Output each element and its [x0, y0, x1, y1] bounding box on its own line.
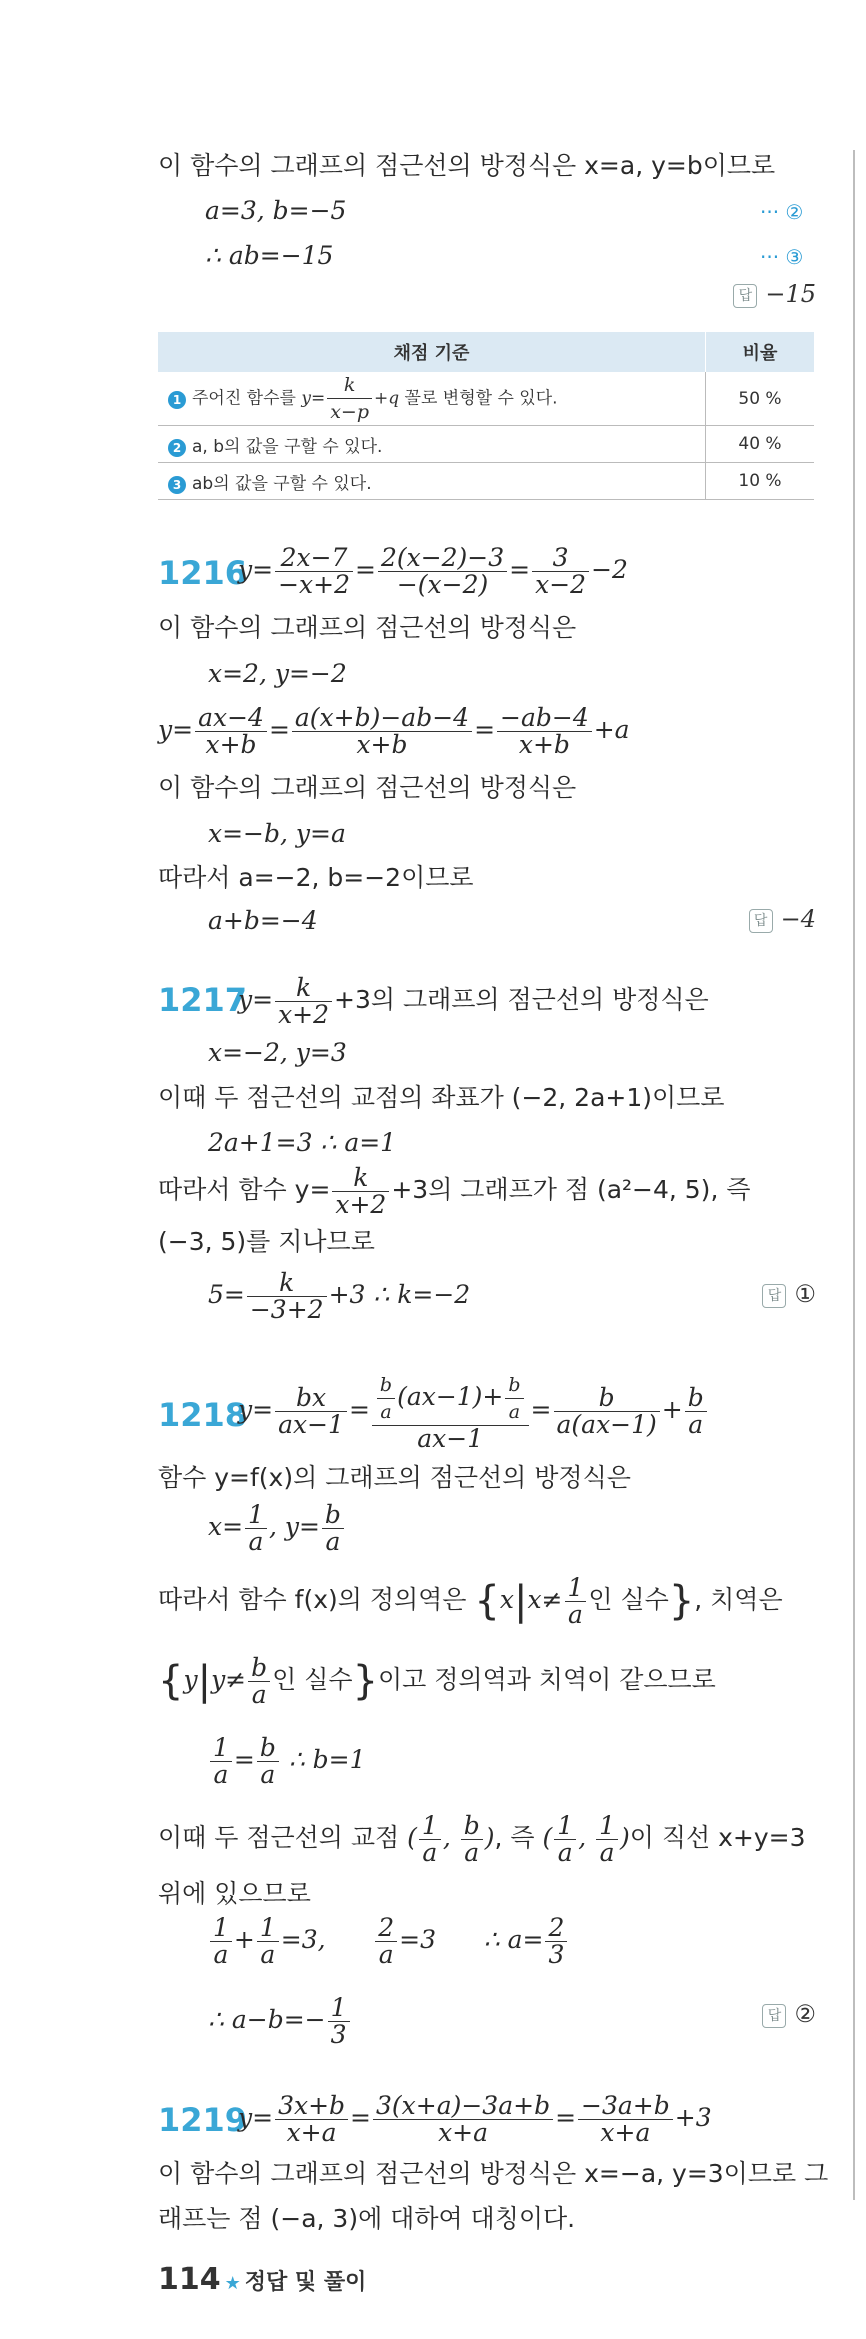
- step-marker-3: ··· ③: [760, 245, 804, 269]
- answer-icon: 답: [749, 909, 773, 933]
- p1217-text3: (−3, 5)를 지나므로: [158, 1227, 375, 1256]
- grading-table: [158, 332, 814, 500]
- step-number-icon: 2: [168, 439, 186, 457]
- grading-ratio: 40 %: [706, 426, 815, 463]
- problem-number-1217: 1217: [158, 981, 248, 1019]
- p1217-final: 5= $\frac{k}{-3+2}$ +3 ∴ k=−2: [208, 1268, 471, 1324]
- footer-label: 정답 및 풀이: [244, 2270, 367, 2295]
- p1217-text2: 따라서 함수 y= $\frac{k}{x+2}$ +3의 그래프가 점 (a²−4, 5), 즉: [158, 1162, 751, 1219]
- p1218-asym: x= $\frac{1}{a}$ , y= $\frac{b}{a}$: [208, 1497, 346, 1557]
- p1218-domain-line: 따라서 함수 f(x)의 정의역은 {x|x≠ $\frac{1}{a}$ 인 실수}, 치역은: [158, 1572, 783, 1629]
- problem-number-1218: 1218: [158, 1396, 248, 1434]
- answer-1216: 답 −4: [749, 905, 816, 933]
- p1216-general: y= $\frac{ax-4}{x+b}$ = $\frac{a(x+b)-ab-4}{x+b}$ = $\frac{-ab-4}{x+b}$ +a: [158, 703, 630, 759]
- p1216-asym2: x=−b, y=a: [208, 819, 346, 848]
- answer-1217: 답 ①: [762, 1280, 816, 1308]
- intro-text: 이 함수의 그래프의 점근선의 방정식은 x=a, y=b이므로: [158, 151, 776, 180]
- grading-ratio: 50 %: [706, 372, 815, 426]
- p1217-text1: 이때 두 점근선의 교점의 좌표가 (−2, 2a+1)이므로: [158, 1083, 725, 1112]
- p1218-range-line: {y|y≠ $\frac{b}{a}$ 인 실수}이고 정의역과 치역이 같으므로: [158, 1652, 716, 1709]
- p1218-text4: 이때 두 점근선의 교점 ( $\frac{1}{a}$ , $\frac{b}{a}$ ), 즉 ( $\frac{1}{a}$ , $\frac{1}{a}$ )이 직선 x+y=3: [158, 1810, 806, 1867]
- p1218-eq4: $\frac{1}{a}$ = $\frac{b}{a}$ ∴ b=1: [208, 1730, 366, 1790]
- page-footer: [158, 2262, 366, 2297]
- p1218-eq6: ∴ a−b=− $\frac{1}{3}$: [208, 1990, 352, 2050]
- p1216-text2: 이 함수의 그래프의 점근선의 방정식은: [158, 773, 577, 802]
- p1217-line2: 2a+1=3 ∴ a=1: [208, 1128, 397, 1157]
- p1217-asym: x=−2, y=3: [208, 1038, 347, 1067]
- line-a-b: a=3, b=−5: [205, 196, 347, 225]
- p1216-result: a+b=−4: [208, 906, 318, 935]
- line-ab: ∴ ab=−15: [205, 241, 334, 270]
- p1217-equation: y= $\frac{k}{x+2}$ +3의 그래프의 점근선의 방정식은: [238, 973, 709, 1029]
- grading-header-criteria: 채점 기준: [158, 332, 706, 372]
- grading-row: 3 ab의 값을 구할 수 있다. 10 %: [158, 463, 814, 500]
- margin-rule: [853, 150, 855, 2200]
- p1216-asym1: x=2, y=−2: [208, 659, 347, 688]
- p1218-text5: 위에 있으므로: [158, 1879, 311, 1908]
- grading-row: 1 주어진 함수를 y= $\frac{k}{x-p}$ +q 꼴로 변형할 수 있다. 50 %: [158, 372, 814, 426]
- answer-icon: 답: [733, 284, 757, 308]
- grading-ratio: 10 %: [706, 463, 815, 500]
- answer-1218: 답 ②: [762, 2000, 816, 2028]
- p1218-eq5: $\frac{1}{a}$ + $\frac{1}{a}$ =3, $\frac{2}{a}$ =3 ∴ a= $\frac{2}{3}$: [208, 1910, 569, 1970]
- p1219-text1: 이 함수의 그래프의 점근선의 방정식은 x=−a, y=3이므로 그: [158, 2159, 829, 2188]
- answer-icon: 답: [762, 1284, 786, 1308]
- answer-icon: 답: [762, 2004, 786, 2028]
- problem-number-1219: 1219: [158, 2101, 248, 2139]
- page-number: 114: [158, 2262, 221, 2297]
- answer-top: 답 −15: [733, 280, 816, 308]
- p1216-text1: 이 함수의 그래프의 점근선의 방정식은: [158, 613, 577, 642]
- problem-number-1216: 1216: [158, 554, 248, 592]
- step-marker-2: ··· ②: [760, 200, 804, 224]
- star-icon: ★: [224, 2273, 241, 2294]
- step-number-icon: 3: [168, 476, 186, 494]
- p1216-text3: 따라서 a=−2, b=−2이므로: [158, 863, 474, 892]
- p1218-text1: 함수 y=f(x)의 그래프의 점근선의 방정식은: [158, 1463, 631, 1492]
- grading-row: 2 a, b의 값을 구할 수 있다. 40 %: [158, 426, 814, 463]
- p1216-equation: y= $\frac{2x-7}{-x+2}$ = $\frac{2(x-2)-3}{-(x-2)}$ = $\frac{3}{x-2}$ −2: [238, 543, 628, 599]
- step-number-icon: 1: [168, 391, 186, 409]
- p1219-equation: y= $\frac{3x+b}{x+a}$ = $\frac{3(x+a)-3a+b}{x+a}$ = $\frac{-3a+b}{x+a}$ +3: [238, 2091, 712, 2147]
- p1219-text2: 래프는 점 (−a, 3)에 대하여 대칭이다.: [158, 2204, 576, 2233]
- p1218-equation: y= $\frac{bx}{ax-1}$ = $\frac{b}{a}$ (ax−1)+ $\frac{b}{a}$ ax−1 = $\frac{b}{a(ax-1)}$ + $\frac{b}{a}$: [238, 1365, 709, 1455]
- grading-header-ratio: 비율: [706, 332, 815, 372]
